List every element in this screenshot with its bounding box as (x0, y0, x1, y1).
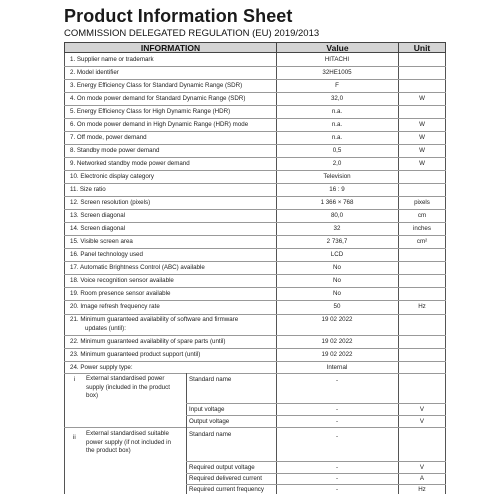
psu-i-input-voltage-label: Input voltage (189, 406, 225, 413)
psu-ii-desc-line2: power supply (if not included in (86, 438, 171, 446)
row-unit: W (419, 160, 425, 167)
row-divider (64, 261, 446, 262)
row-value: n.a. (331, 134, 343, 141)
row-label: 13. Screen diagonal (70, 212, 126, 219)
row-divider (64, 196, 446, 197)
row-unit: W (419, 95, 425, 102)
row-23-label: 23. Minimum guaranteed product support (until) (70, 351, 201, 358)
row-unit: W (419, 147, 425, 154)
psu-ii-marker: ii (73, 434, 76, 441)
row-divider (64, 131, 446, 132)
row-unit: Hz (418, 303, 426, 310)
psu-ii-standard-name-label: Standard name (189, 431, 232, 438)
row-21-label-line1: 21. Minimum guaranteed availability of software and firmware (70, 316, 239, 323)
psu-i-standard-name-label: Standard name (189, 376, 232, 383)
page-title: Product Information Sheet (64, 6, 293, 26)
row-value: 16 : 9 (329, 186, 345, 193)
row-label: 7. Off mode, power demand (70, 134, 147, 141)
row-label: 12. Screen resolution (pixels) (70, 199, 151, 206)
row-unit: W (419, 134, 425, 141)
row-divider (64, 373, 446, 374)
row-label: 8. Standby mode power demand (70, 147, 160, 154)
column-header-unit: Unit (398, 42, 446, 53)
row-divider (64, 222, 446, 223)
psu-i-output-voltage-label: Output voltage (189, 418, 230, 425)
row-value: F (335, 82, 339, 89)
row-unit: cm (417, 212, 427, 219)
row-value: n.a. (331, 121, 343, 128)
row-unit: W (419, 121, 425, 128)
column-header-value: Value (276, 42, 398, 53)
psu-i-marker: i (74, 376, 76, 383)
psu-ii-desc-line1: External standardised suitable (86, 430, 169, 437)
psu-ii-standard-name-value: - (335, 433, 339, 440)
row-divider (64, 335, 446, 336)
row-22-label: 22. Minimum guaranteed availability of spare parts (until) (70, 338, 226, 345)
row-23-value: 19 02 2022 (321, 351, 353, 358)
row-divider (186, 484, 446, 485)
psu-i-output-voltage-unit: V (419, 418, 425, 425)
psu-ii-required-output-voltage-unit: V (419, 464, 425, 471)
row-value: 32,0 (330, 95, 344, 102)
row-22-value: 19 02 2022 (321, 338, 353, 345)
row-label: 14. Screen diagonal (70, 225, 126, 232)
row-label: 19. Room presence sensor available (70, 290, 171, 297)
row-value: 2,0 (332, 160, 342, 167)
psu-i-divider (186, 373, 187, 427)
row-value: 1 366 × 768 (320, 199, 354, 206)
row-label: 15. Visible screen area (70, 238, 133, 245)
row-label: 4. On mode power demand for Standard Dynamic Range (SDR) (70, 95, 246, 102)
row-divider (186, 473, 446, 474)
row-divider (64, 361, 446, 362)
row-divider (64, 118, 446, 119)
row-divider (64, 183, 446, 184)
row-value: Television (323, 173, 351, 180)
row-label: 9. Networked standby mode power demand (70, 160, 190, 167)
psu-i-desc-line1: External standardised power (86, 375, 165, 382)
psu-ii-required-current-label: Required delivered current (189, 475, 262, 482)
psu-i-input-voltage-unit: V (419, 406, 425, 413)
row-label: 1. Supplier name or trademark (70, 56, 154, 63)
column-header-information: INFORMATION (64, 42, 276, 53)
row-value: 32HE1005 (322, 69, 352, 76)
row-divider (64, 144, 446, 145)
row-value: No (333, 264, 341, 271)
row-divider (64, 92, 446, 93)
row-divider (64, 300, 446, 301)
psu-ii-required-output-voltage-label: Required output voltage (189, 464, 255, 471)
row-divider (186, 415, 446, 416)
row-21-label (70, 316, 238, 333)
row-label: 5. Energy Efficiency Class for High Dynamic Range (HDR) (70, 108, 231, 115)
row-24-label: 24. Power supply type: (70, 364, 133, 371)
psu-i-standard-name-value: - (335, 377, 339, 384)
row-divider (64, 157, 446, 158)
psu-ii-required-frequency-label: Required current frequency (189, 486, 264, 493)
psu-ii-required-frequency-unit: Hz (418, 486, 426, 493)
row-divider (64, 66, 446, 67)
psu-ii-required-current-value: - (335, 475, 339, 482)
row-value: 80,0 (330, 212, 344, 219)
regulation-subtitle: COMMISSION DELEGATED REGULATION (EU) 2019/2013 (64, 28, 320, 39)
row-label: 20. Image refresh frequency rate (70, 303, 160, 310)
row-divider (64, 248, 446, 249)
row-value: LCD (330, 251, 344, 258)
row-divider (64, 209, 446, 210)
row-divider (64, 314, 446, 315)
row-24-value: Internal (326, 364, 348, 371)
psu-ii-required-output-voltage-value: - (335, 464, 339, 471)
row-value: 50 (333, 303, 341, 310)
row-value: 2 736,7 (326, 238, 348, 245)
row-divider (64, 79, 446, 80)
row-value: 0,5 (332, 147, 342, 154)
row-divider (64, 274, 446, 275)
row-unit: cm² (416, 238, 428, 245)
row-value: 32 (333, 225, 341, 232)
row-label: 16. Panel technology used (70, 251, 143, 258)
row-divider (186, 403, 446, 404)
row-label: 3. Energy Efficiency Class for Standard Dynamic Range (SDR) (70, 82, 243, 89)
row-21-label-line2: updates (until): (85, 324, 126, 332)
row-divider (64, 170, 446, 171)
row-label: 2. Model identifier (70, 69, 119, 76)
row-label: 18. Voice recognition sensor available (70, 277, 174, 284)
row-21-value: 19 02 2022 (321, 316, 353, 323)
psu-i-desc-line2: supply (included in the product (86, 383, 170, 391)
row-value: No (333, 290, 341, 297)
row-unit: inches (413, 225, 431, 232)
psu-i-output-voltage-value: - (335, 418, 339, 425)
psu-i-description (86, 375, 170, 401)
row-divider (64, 105, 446, 106)
psu-i-desc-line3: box) (86, 392, 99, 399)
psu-ii-description (86, 430, 171, 456)
row-value: HITACHI (324, 56, 350, 63)
row-label: 6. On mode power demand in High Dynamic Range (HDR) mode (70, 121, 249, 128)
row-divider (64, 287, 446, 288)
row-divider (64, 427, 446, 428)
row-divider (186, 461, 446, 462)
row-value: No (333, 277, 341, 284)
row-label: 11. Size ratio (70, 186, 106, 193)
psu-ii-required-frequency-value: - (335, 486, 339, 493)
row-divider (64, 348, 446, 349)
psu-ii-required-current-unit: A (419, 475, 425, 482)
row-unit: pixels (414, 199, 430, 206)
row-value: n.a. (331, 108, 343, 115)
row-divider (64, 235, 446, 236)
row-label: 10. Electronic display category (70, 173, 154, 180)
row-label: 17. Automatic Brightness Control (ABC) available (70, 264, 205, 271)
psu-i-input-voltage-value: - (335, 406, 339, 413)
psu-ii-desc-line3: the product box) (86, 447, 131, 454)
